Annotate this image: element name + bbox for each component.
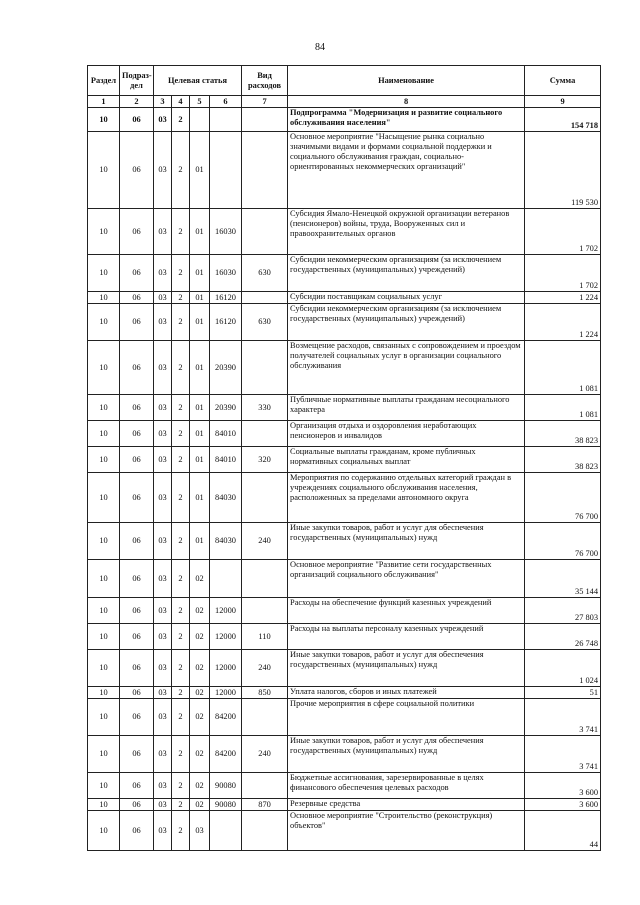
target-part-2-cell: 2 [172, 473, 190, 523]
header-target: Целевая статья [154, 66, 242, 96]
target-part-1-cell: 03 [154, 736, 172, 773]
name-cell: Подпрограмма "Модернизация и развитие социального обслуживания населения" [288, 108, 525, 132]
name-cell: Субсидии некоммерческим организациям (за исключением государственных (муниципальных) учреждений) [288, 304, 525, 341]
target-part-1-cell: 03 [154, 598, 172, 624]
podrazdel-cell: 06 [120, 447, 154, 473]
razdel-cell: 10 [88, 447, 120, 473]
table-row [88, 624, 601, 650]
target-part-2-cell: 2 [172, 799, 190, 811]
razdel-cell: 10 [88, 108, 120, 132]
podrazdel-cell: 06 [120, 304, 154, 341]
target-code-cell [210, 108, 242, 132]
razdel-cell: 10 [88, 773, 120, 799]
table-row [88, 132, 601, 209]
name-cell: Субсидии поставщикам социальных услуг [288, 292, 525, 304]
target-part-3-cell: 01 [190, 473, 210, 523]
target-part-3-cell: 02 [190, 598, 210, 624]
table-row [88, 304, 601, 341]
table-header-row [88, 66, 601, 96]
budget-table [87, 65, 601, 851]
target-part-2-cell: 2 [172, 447, 190, 473]
target-part-1-cell: 03 [154, 811, 172, 851]
target-code-cell: 84200 [210, 699, 242, 736]
table-row [88, 108, 601, 132]
target-part-1-cell: 03 [154, 395, 172, 421]
table-row [88, 421, 601, 447]
table-row [88, 650, 601, 687]
podrazdel-cell: 06 [120, 687, 154, 699]
target-part-2-cell: 2 [172, 421, 190, 447]
vid-cell: 870 [242, 799, 288, 811]
target-code-cell: 16030 [210, 209, 242, 255]
podrazdel-cell: 06 [120, 255, 154, 292]
target-part-1-cell: 03 [154, 473, 172, 523]
col-number: 6 [210, 96, 242, 108]
target-part-3-cell: 02 [190, 687, 210, 699]
target-code-cell [210, 560, 242, 598]
target-part-3-cell: 02 [190, 799, 210, 811]
target-part-1-cell: 03 [154, 699, 172, 736]
table-row [88, 473, 601, 523]
razdel-cell: 10 [88, 292, 120, 304]
target-code-cell: 84010 [210, 447, 242, 473]
name-cell: Организация отдыха и оздоровления неработающих пенсионеров и инвалидов [288, 421, 525, 447]
sum-cell: 1 081 [525, 395, 601, 421]
target-part-2-cell: 2 [172, 255, 190, 292]
vid-cell [242, 598, 288, 624]
sum-cell: 26 748 [525, 624, 601, 650]
header-razdel: Раздел [88, 66, 120, 96]
sum-cell: 1 024 [525, 650, 601, 687]
sum-cell: 3 741 [525, 699, 601, 736]
target-code-cell: 12000 [210, 598, 242, 624]
name-cell: Расходы на выплаты персоналу казенных учреждений [288, 624, 525, 650]
name-cell: Прочие мероприятия в сфере социальной политики [288, 699, 525, 736]
sum-cell: 51 [525, 687, 601, 699]
sum-cell: 38 823 [525, 447, 601, 473]
vid-cell: 240 [242, 736, 288, 773]
podrazdel-cell: 06 [120, 736, 154, 773]
target-part-3-cell: 02 [190, 650, 210, 687]
table-row [88, 341, 601, 395]
sum-cell: 119 530 [525, 132, 601, 209]
sum-cell: 1 702 [525, 255, 601, 292]
table-body [88, 108, 601, 851]
table-row [88, 799, 601, 811]
target-code-cell: 84030 [210, 523, 242, 560]
column-number-row [88, 96, 601, 108]
target-part-1-cell: 03 [154, 447, 172, 473]
podrazdel-cell: 06 [120, 624, 154, 650]
razdel-cell: 10 [88, 473, 120, 523]
target-code-cell: 12000 [210, 650, 242, 687]
razdel-cell: 10 [88, 736, 120, 773]
vid-cell: 630 [242, 304, 288, 341]
vid-cell [242, 108, 288, 132]
target-part-1-cell: 03 [154, 687, 172, 699]
sum-cell: 44 [525, 811, 601, 851]
podrazdel-cell: 06 [120, 811, 154, 851]
vid-cell [242, 421, 288, 447]
col-number: 2 [120, 96, 154, 108]
podrazdel-cell: 06 [120, 341, 154, 395]
target-part-1-cell: 03 [154, 108, 172, 132]
vid-cell: 850 [242, 687, 288, 699]
target-part-2-cell: 2 [172, 650, 190, 687]
target-part-2-cell: 2 [172, 341, 190, 395]
table-row [88, 292, 601, 304]
target-part-1-cell: 03 [154, 560, 172, 598]
razdel-cell: 10 [88, 341, 120, 395]
target-part-3-cell: 02 [190, 624, 210, 650]
target-code-cell: 12000 [210, 687, 242, 699]
podrazdel-cell: 06 [120, 799, 154, 811]
razdel-cell: 10 [88, 421, 120, 447]
vid-cell: 330 [242, 395, 288, 421]
target-part-1-cell: 03 [154, 773, 172, 799]
target-code-cell [210, 811, 242, 851]
sum-cell: 3 741 [525, 736, 601, 773]
sum-cell: 3 600 [525, 773, 601, 799]
target-part-2-cell: 2 [172, 523, 190, 560]
header-vid: Вид расходов [242, 66, 288, 96]
podrazdel-cell: 06 [120, 209, 154, 255]
page-number: 84 [315, 42, 325, 53]
name-cell: Субсидия Ямало-Ненецкой окружной организации ветеранов (пенсионеров) войны, труда, Вооруженных сил и правоохранительных органов [288, 209, 525, 255]
table-row [88, 209, 601, 255]
target-part-1-cell: 03 [154, 523, 172, 560]
vid-cell: 320 [242, 447, 288, 473]
sum-cell: 1 224 [525, 304, 601, 341]
vid-cell [242, 560, 288, 598]
razdel-cell: 10 [88, 799, 120, 811]
name-cell: Основное мероприятие "Строительство (реконструкция) объектов" [288, 811, 525, 851]
target-part-1-cell: 03 [154, 292, 172, 304]
vid-cell [242, 773, 288, 799]
target-part-3-cell: 01 [190, 209, 210, 255]
razdel-cell: 10 [88, 598, 120, 624]
table-row [88, 699, 601, 736]
sum-cell: 76 700 [525, 473, 601, 523]
vid-cell: 110 [242, 624, 288, 650]
target-part-2-cell: 2 [172, 108, 190, 132]
target-code-cell: 16030 [210, 255, 242, 292]
name-cell: Бюджетные ассигнования, зарезервированные в целях финансового обеспечения целевых расходов [288, 773, 525, 799]
target-part-1-cell: 03 [154, 341, 172, 395]
podrazdel-cell: 06 [120, 132, 154, 209]
vid-cell: 240 [242, 523, 288, 560]
target-part-3-cell: 01 [190, 304, 210, 341]
name-cell: Основное мероприятие "Насыщение рынка социально значимыми видами и формами социальной поддержки и социального обслуживания граждан, социально-ориентированных некоммерческих организаций" [288, 132, 525, 209]
vid-cell [242, 699, 288, 736]
target-part-2-cell: 2 [172, 292, 190, 304]
target-part-2-cell: 2 [172, 395, 190, 421]
vid-cell: 240 [242, 650, 288, 687]
sum-cell: 154 718 [525, 108, 601, 132]
sum-cell: 1 081 [525, 341, 601, 395]
sum-cell: 1 224 [525, 292, 601, 304]
name-cell: Иные закупки товаров, работ и услуг для обеспечения государственных (муниципальных) нужд [288, 523, 525, 560]
target-code-cell: 90080 [210, 799, 242, 811]
col-number: 5 [190, 96, 210, 108]
target-part-3-cell: 01 [190, 132, 210, 209]
col-number: 7 [242, 96, 288, 108]
target-part-1-cell: 03 [154, 421, 172, 447]
col-number: 1 [88, 96, 120, 108]
razdel-cell: 10 [88, 209, 120, 255]
name-cell: Субсидии некоммерческим организациям (за исключением государственных (муниципальных) учреждений) [288, 255, 525, 292]
sum-cell: 1 702 [525, 209, 601, 255]
table-row [88, 255, 601, 292]
target-code-cell: 84030 [210, 473, 242, 523]
target-part-2-cell: 2 [172, 132, 190, 209]
vid-cell [242, 209, 288, 255]
target-part-3-cell: 01 [190, 523, 210, 560]
razdel-cell: 10 [88, 699, 120, 736]
razdel-cell: 10 [88, 811, 120, 851]
table-row [88, 395, 601, 421]
col-number: 3 [154, 96, 172, 108]
target-code-cell: 84200 [210, 736, 242, 773]
vid-cell: 630 [242, 255, 288, 292]
vid-cell [242, 341, 288, 395]
name-cell: Публичные нормативные выплаты гражданам несоциального характера [288, 395, 525, 421]
razdel-cell: 10 [88, 687, 120, 699]
sum-cell: 27 803 [525, 598, 601, 624]
vid-cell [242, 132, 288, 209]
header-name: Наименование [288, 66, 525, 96]
target-part-1-cell: 03 [154, 799, 172, 811]
podrazdel-cell: 06 [120, 598, 154, 624]
razdel-cell: 10 [88, 650, 120, 687]
target-part-3-cell: 03 [190, 811, 210, 851]
podrazdel-cell: 06 [120, 395, 154, 421]
target-part-2-cell: 2 [172, 699, 190, 736]
podrazdel-cell: 06 [120, 523, 154, 560]
razdel-cell: 10 [88, 523, 120, 560]
target-part-1-cell: 03 [154, 132, 172, 209]
table-row [88, 447, 601, 473]
target-code-cell: 20390 [210, 341, 242, 395]
name-cell: Расходы на обеспечение функций казенных учреждений [288, 598, 525, 624]
target-part-2-cell: 2 [172, 736, 190, 773]
vid-cell [242, 473, 288, 523]
target-part-3-cell: 01 [190, 395, 210, 421]
razdel-cell: 10 [88, 132, 120, 209]
table-row [88, 598, 601, 624]
target-code-cell [210, 132, 242, 209]
sum-cell: 76 700 [525, 523, 601, 560]
target-part-3-cell: 01 [190, 255, 210, 292]
table-row [88, 773, 601, 799]
target-part-2-cell: 2 [172, 560, 190, 598]
target-part-2-cell: 2 [172, 773, 190, 799]
header-podrazdel: Подраз-дел [120, 66, 154, 96]
target-part-2-cell: 2 [172, 624, 190, 650]
vid-cell [242, 292, 288, 304]
sum-cell: 38 823 [525, 421, 601, 447]
razdel-cell: 10 [88, 255, 120, 292]
target-part-3-cell: 01 [190, 447, 210, 473]
target-code-cell: 16120 [210, 292, 242, 304]
podrazdel-cell: 06 [120, 773, 154, 799]
podrazdel-cell: 06 [120, 650, 154, 687]
name-cell: Мероприятия по содержанию отдельных категорий граждан в учреждениях социального обслуживания населения, расположенных за пределами автономного округа [288, 473, 525, 523]
table-row [88, 560, 601, 598]
target-part-2-cell: 2 [172, 687, 190, 699]
name-cell: Возмещение расходов, связанных с сопровождением и проездом получателей социальных услуг в организации социального обслуживания [288, 341, 525, 395]
table-row [88, 523, 601, 560]
target-code-cell: 20390 [210, 395, 242, 421]
target-part-2-cell: 2 [172, 811, 190, 851]
razdel-cell: 10 [88, 395, 120, 421]
name-cell: Иные закупки товаров, работ и услуг для обеспечения государственных (муниципальных) нужд [288, 650, 525, 687]
name-cell: Иные закупки товаров, работ и услуг для обеспечения государственных (муниципальных) нужд [288, 736, 525, 773]
target-part-2-cell: 2 [172, 209, 190, 255]
name-cell: Резервные средства [288, 799, 525, 811]
sum-cell: 3 600 [525, 799, 601, 811]
col-number: 4 [172, 96, 190, 108]
target-part-3-cell: 02 [190, 773, 210, 799]
name-cell: Социальные выплаты гражданам, кроме публичных нормативных социальных выплат [288, 447, 525, 473]
sum-cell: 35 144 [525, 560, 601, 598]
vid-cell [242, 811, 288, 851]
target-part-1-cell: 03 [154, 624, 172, 650]
razdel-cell: 10 [88, 304, 120, 341]
table-row [88, 687, 601, 699]
target-part-3-cell: 02 [190, 699, 210, 736]
target-code-cell: 12000 [210, 624, 242, 650]
table-row [88, 811, 601, 851]
podrazdel-cell: 06 [120, 292, 154, 304]
razdel-cell: 10 [88, 624, 120, 650]
podrazdel-cell: 06 [120, 421, 154, 447]
header-sum: Сумма [525, 66, 601, 96]
target-part-3-cell: 02 [190, 736, 210, 773]
target-code-cell: 84010 [210, 421, 242, 447]
target-part-1-cell: 03 [154, 255, 172, 292]
target-part-2-cell: 2 [172, 598, 190, 624]
target-part-1-cell: 03 [154, 304, 172, 341]
target-part-1-cell: 03 [154, 209, 172, 255]
name-cell: Уплата налогов, сборов и иных платежей [288, 687, 525, 699]
target-part-1-cell: 03 [154, 650, 172, 687]
podrazdel-cell: 06 [120, 699, 154, 736]
target-part-3-cell [190, 108, 210, 132]
col-number: 8 [288, 96, 525, 108]
name-cell: Основное мероприятие "Развитие сети государственных организаций социального обслуживания" [288, 560, 525, 598]
target-code-cell: 16120 [210, 304, 242, 341]
col-number: 9 [525, 96, 601, 108]
podrazdel-cell: 06 [120, 473, 154, 523]
razdel-cell: 10 [88, 560, 120, 598]
podrazdel-cell: 06 [120, 108, 154, 132]
table-row [88, 736, 601, 773]
podrazdel-cell: 06 [120, 560, 154, 598]
target-part-3-cell: 01 [190, 292, 210, 304]
target-part-3-cell: 01 [190, 421, 210, 447]
target-code-cell: 90080 [210, 773, 242, 799]
target-part-3-cell: 02 [190, 560, 210, 598]
target-part-3-cell: 01 [190, 341, 210, 395]
target-part-2-cell: 2 [172, 304, 190, 341]
